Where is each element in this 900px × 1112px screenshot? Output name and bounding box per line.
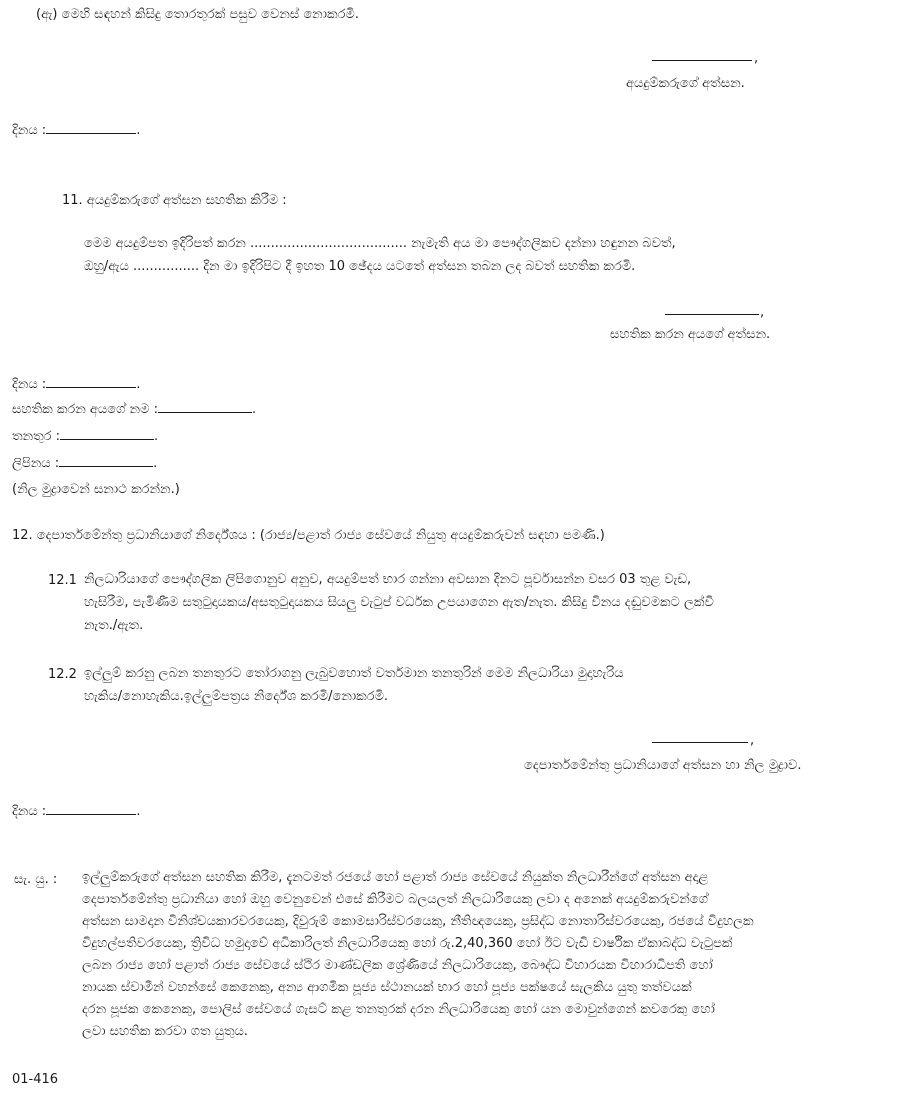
field-label: තනතුර :	[12, 429, 61, 444]
item-12-2-text	[84, 662, 884, 708]
field-label: ලිපිනය :	[12, 456, 60, 471]
certifier-signature-line	[665, 314, 759, 315]
top-date-field: දිනය : .	[12, 123, 141, 138]
top-date-label: දිනය :	[12, 123, 47, 138]
item-12-2-number: 12.2	[48, 667, 77, 682]
head-date-field: දිනය : .	[12, 804, 141, 819]
section-11-line-1: මෙම අයදුම්පත ඉදිරිපත් කරන ...................................... නැමැති අය මා පෞද්ගලිකව දන්නා හඳුනන බවත්,	[84, 236, 676, 251]
clause-a: (ඇ) මෙහි සඳහන් කිසිදු තොරතුරක් පසුව වෙනස් නොකරමි.	[36, 7, 359, 22]
note-line: ඉල්ලුම්කරුගේ අත්සන සහතික කිරීම, දැනටමත් රජයේ හෝ පළාත් රාජ්‍ය සේවයේ නියුක්ත නිලධාරීන්ගේ අත්සන අදාළ	[82, 870, 709, 885]
item-12-2-line: ඉල්ලුම් කරනු ලබන තනතුරට තෝරාගනු ලැබුවහොත් වර්තමාන තනතුරින් මෙම නිලධාරියා මුදාහැරිය	[84, 666, 624, 681]
certifier-position-field: තනතුර : .	[12, 429, 159, 444]
field-line	[158, 401, 252, 413]
note-line: ලබන රාජ්‍ය හෝ පළාත් රාජ්‍ය සේවයේ ස්ථිර මාණ්ඩලික ශ්‍රේණියේ නිලධාරියෙකු, බෞද්ධ විහාරයක විහාරාධිපති හෝ	[82, 958, 713, 973]
note-text	[82, 867, 882, 1043]
certifier-name-field: සහතික කරන අයගේ නම : .	[12, 402, 257, 417]
field-label: සහතික කරන අයගේ නම :	[12, 402, 158, 417]
note-line: ලවා සහතික කරවා ගත යුතුය.	[82, 1024, 249, 1039]
note-line: නායක ස්වාමීන් වහන්සේ කෙනෙකු, අන්‍ය ආගමික පූජ්‍ය ස්ථානයක් භාර හෝ පූජ්‍ය පක්ෂයේ සැලකිය යුතු තත්වයක්	[82, 980, 692, 995]
field-line	[46, 376, 136, 388]
head-signature-label: දෙපාර්තමේන්තු ප්‍රධානියාගේ අත්සන හා නිල මුද්‍රාව.	[524, 758, 802, 773]
head-signature-line	[652, 742, 748, 743]
form-code: 01-416	[12, 1072, 59, 1087]
item-12-1-line: නැත./ඇත.	[84, 618, 144, 633]
field-line	[59, 455, 153, 467]
note-line: විදුහල්පතිවරයෙකු, ත්‍රිවිධ හමුදාවේ අධිකාරිලත් නිලධාරියෙකු හෝ රු.2,40,360 හෝ ඊට වැඩි වාර්ෂික ඒකාබද්ධ වැටුපක්	[82, 936, 733, 951]
section-11-heading: 11. අයදුම්කරුගේ අත්සන සහතික කිරීම :	[62, 193, 287, 208]
applicant-signature-line	[652, 60, 752, 61]
field-label: දිනය :	[12, 377, 47, 392]
signature-comma: ,	[760, 305, 765, 320]
item-12-1-text	[84, 568, 884, 637]
section-11-body	[84, 232, 884, 278]
item-12-1-line: නිලධාරියාගේ පෞද්ගලික ලිපිගොනුව අනුව, අයදුම්පත් භාර ගන්නා අවසාන දිනට පූර්වාසන්න වසර 03 තුළ වැඩ,	[84, 572, 692, 587]
date-line	[46, 803, 136, 815]
note-line: දෙපාර්තමේන්තු ප්‍රධානියා හෝ ඔහු වෙනුවෙන් එසේ කිරීමට බලයලත් නිලධාරියෙකු ලවා ද අනෙක් අයදුම්කරුවන්ගේ	[82, 892, 709, 907]
head-date-label: දිනය :	[12, 804, 47, 819]
official-seal-note: (නිල මුද්‍රාවෙන් සනාථ කරන්න.)	[12, 482, 180, 497]
date-line	[46, 122, 136, 134]
item-12-2-line: හැකිය/නොහැකිය.ඉල්ලුම්පත්‍රය නිර්දේශ කරමි/නොකරමි.	[84, 689, 389, 704]
certifier-address-field: ලිපිනය : .	[12, 456, 158, 471]
certifier-signature-label: සහතික කරන අයගේ අත්සන.	[610, 327, 771, 342]
field-line	[60, 428, 154, 440]
section-12-heading: 12. දෙපාර්තමේන්තු ප්‍රධානියාගේ නිර්දේශය : (රාජ්‍ය/පළාත් රාජ්‍ය සේවයේ නියුතු අයදුම්කරුවන් සඳහා පමණි.)	[12, 528, 605, 543]
signature-comma: ,	[750, 733, 755, 748]
section-11-line-2: ඔහු/ඇය ................ දින මා ඉදිරිපිට දී ඉහත 10 ඡේදය යටතේ අත්සන තබන ලද බවත් සහතික කරමි.	[84, 259, 636, 274]
note-line: දරන පූජක කෙනෙකු, පොලිස් සේවයේ ගැසට් කළ තනතුරක් දරන නිලධාරියෙකු හෝ යන මොවුන්ගෙන් කවරෙකු හෝ	[82, 1002, 715, 1017]
item-12-1-line: හැසිරීම, පැමිණීම සතුටුදායකය/අසතුටුදායකය සියලු වැටුප් වර්ධක උපයාගෙන ඇත/නැත. කිසිදු විනය දඬුවමකට ලක්වී	[84, 595, 714, 610]
signature-comma: ,	[754, 51, 759, 66]
certifier-date-field: දිනය : .	[12, 377, 141, 392]
note-label: සැ. යු. :	[14, 872, 58, 887]
item-12-1-number: 12.1	[48, 573, 77, 588]
note-line: අත්සන සාමදාන විනිශ්චයකාරවරයෙකු, දිවුරුම් කොමසාරිස්වරයෙකු, නීතිඥයෙකු, ප්‍රසිද්ධ නොතාරිස්වරයෙකු, රජයේ විදුහලක	[82, 914, 754, 929]
applicant-signature-label: අයදුම්කරුගේ අත්සන.	[626, 76, 745, 91]
